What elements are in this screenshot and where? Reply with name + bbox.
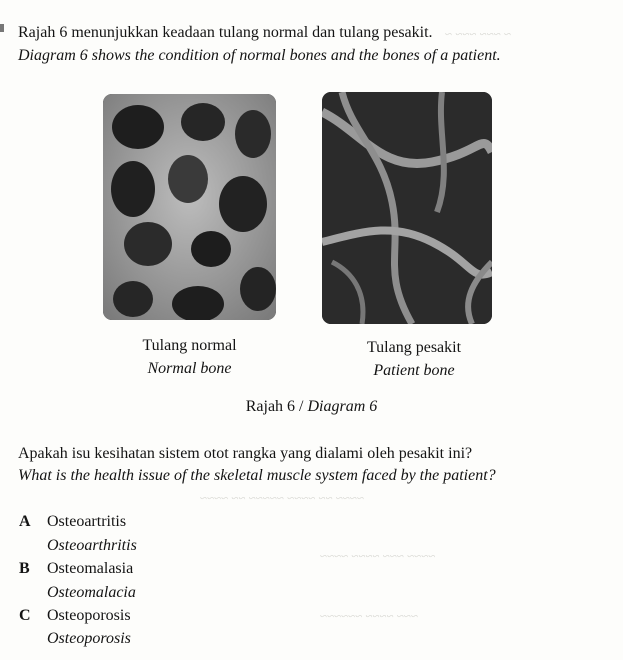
patient-bone-micrograph xyxy=(322,92,492,324)
diagram-caption-malay: Rajah 6 / xyxy=(245,398,308,415)
bleed-through-ghost: ~ ~~~ ~~~ ~ xyxy=(445,26,512,41)
normal-bone-micrograph xyxy=(103,94,276,320)
bleed-through-ghost: ~~~ ~~~~ ~~~~~~ xyxy=(320,608,418,623)
bleed-through-ghost: ~~~~ ~~~ ~~~~ ~~~~ xyxy=(320,548,436,563)
patient-bone-label-english: Patient bone xyxy=(373,362,455,379)
normal-bone-label-malay: Tulang normal xyxy=(142,337,237,354)
prompt-malay: Apakah isu kesihatan sistem otot rangka yang dialami oleh pesakit ini? xyxy=(18,445,473,462)
diagram-caption xyxy=(150,398,473,416)
option-b-letter[interactable]: B xyxy=(19,560,30,577)
option-c-letter[interactable]: C xyxy=(19,607,31,624)
bleed-through-ghost: ~~~~ ~~ ~~~~ ~~~~~ ~~ ~~~~ xyxy=(200,490,364,505)
option-b-malay[interactable]: Osteomalasia xyxy=(47,560,134,577)
normal-bone-label-english: Normal bone xyxy=(147,360,232,377)
prompt-english: What is the health issue of the skeletal muscle system faced by the patient? xyxy=(18,467,496,484)
intro-malay: Rajah 6 menunjukkan keadaan tulang normal dan tulang pesakit. xyxy=(18,24,433,41)
option-a-letter[interactable]: A xyxy=(19,513,31,530)
option-b-english[interactable]: Osteomalacia xyxy=(47,584,136,601)
option-a-malay[interactable]: Osteoartritis xyxy=(47,513,127,530)
option-c-malay[interactable]: Osteoporosis xyxy=(47,607,131,624)
option-c-english[interactable]: Osteoporosis xyxy=(47,630,131,647)
diagram-caption-english: Diagram 6 xyxy=(307,398,378,415)
patient-bone-label-malay: Tulang pesakit xyxy=(366,339,462,356)
margin-mark xyxy=(0,24,4,32)
option-a-english[interactable]: Osteoarthritis xyxy=(47,537,137,554)
intro-english: Diagram 6 shows the condition of normal bones and the bones of a patient. xyxy=(18,47,501,64)
